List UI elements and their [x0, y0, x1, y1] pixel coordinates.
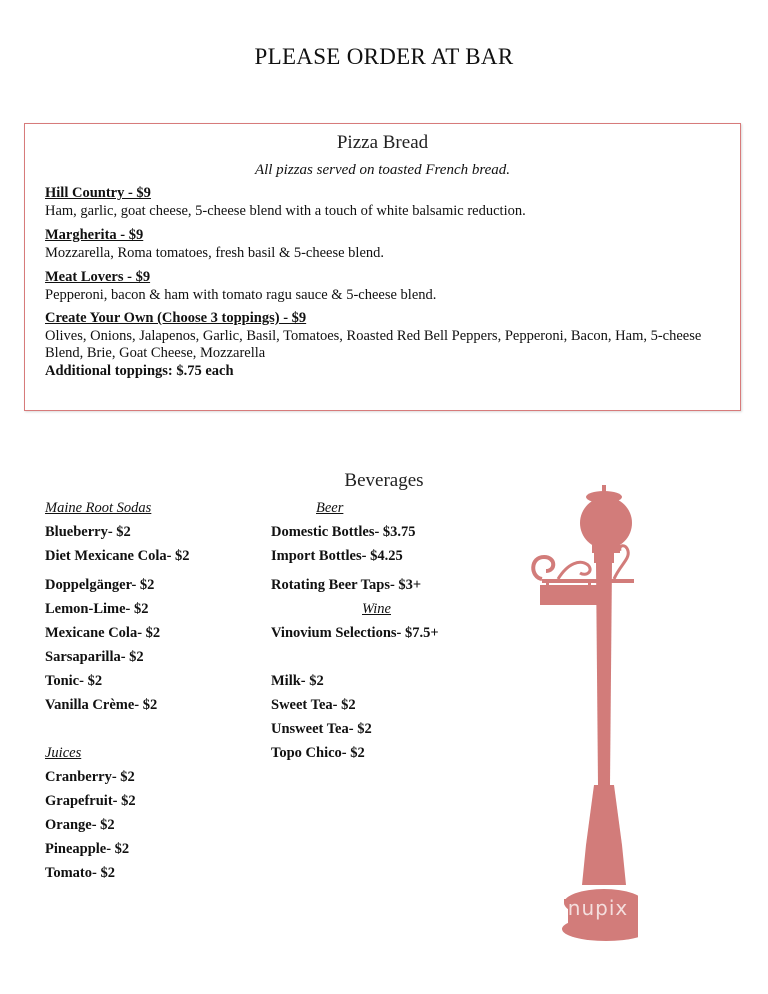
soda-item: Tonic- $2	[45, 673, 103, 689]
pizza-item-name: Meat Lovers - $9	[45, 269, 151, 285]
drink-item: Milk- $2	[271, 673, 324, 689]
pizza-item-desc: Mozzarella, Roma tomatoes, fresh basil & 5-cheese blend.	[45, 244, 385, 261]
drink-item: Sweet Tea- $2	[271, 697, 356, 713]
beverages-title: Beverages	[344, 470, 424, 491]
pizza-subtitle: All pizzas served on toasted French bread.	[254, 162, 511, 178]
pizza-item-desc: Pepperoni, bacon & ham with tomato ragu sauce & 5-cheese blend.	[45, 286, 437, 303]
pizza-section-title: Pizza Bread	[336, 132, 429, 153]
page-title: PLEASE ORDER AT BAR	[254, 44, 514, 69]
beer-item: Import Bottles- $4.25	[271, 548, 403, 564]
wine-heading: Wine	[362, 601, 391, 617]
wine-item: Vinovium Selections- $7.5+	[271, 625, 439, 641]
drink-item: Unsweet Tea- $2	[271, 721, 372, 737]
soda-item: Mexicane Cola- $2	[45, 625, 161, 641]
pizza-item-name: Hill Country - $9	[45, 185, 151, 201]
juice-item: Cranberry- $2	[45, 769, 135, 785]
beer-item: Domestic Bottles- $3.75	[271, 524, 416, 540]
pizza-item-name: Create Your Own (Choose 3 toppings) - $9	[45, 310, 307, 326]
additional-toppings: Additional toppings: $.75 each	[45, 362, 234, 379]
soda-item: Diet Mexicane Cola- $2	[45, 548, 190, 564]
pizza-item	[45, 227, 725, 262]
soda-item: Blueberry- $2	[45, 524, 131, 540]
drink-item: Topo Chico- $2	[271, 745, 365, 761]
pizza-item	[45, 185, 725, 220]
pizza-item-name: Margherita - $9	[45, 227, 144, 243]
sodas-heading: Maine Root Sodas	[45, 500, 152, 516]
pizza-item	[45, 269, 725, 304]
juice-item: Orange- $2	[45, 817, 115, 833]
juice-item: Tomato- $2	[45, 865, 115, 881]
beer-item: Rotating Beer Taps- $3+	[271, 577, 422, 593]
juice-item: Grapefruit- $2	[45, 793, 136, 809]
soda-item: Lemon-Lime- $2	[45, 601, 149, 617]
street-lamp-icon	[528, 485, 638, 949]
beer-heading: Beer	[316, 500, 344, 516]
juices-heading: Juices	[45, 745, 82, 761]
pizza-item	[45, 310, 725, 380]
soda-item: Doppelgänger- $2	[45, 577, 155, 593]
watermark: menupix	[534, 896, 629, 920]
pizza-item-desc: Olives, Onions, Jalapenos, Garlic, Basil, Tomatoes, Roasted Red Bell Peppers, Pepperoni, Bacon, Ham, 5-cheese Blend, Brie, Goat Cheese, Mozzarella	[45, 327, 702, 361]
pizza-item-desc: Ham, garlic, goat cheese, 5-cheese blend with a touch of white balsamic reduction.	[45, 202, 526, 219]
pizza-bread-section	[24, 123, 741, 411]
juice-item: Pineapple- $2	[45, 841, 130, 857]
soda-item: Vanilla Crème- $2	[45, 697, 158, 713]
soda-item: Sarsaparilla- $2	[45, 649, 144, 665]
